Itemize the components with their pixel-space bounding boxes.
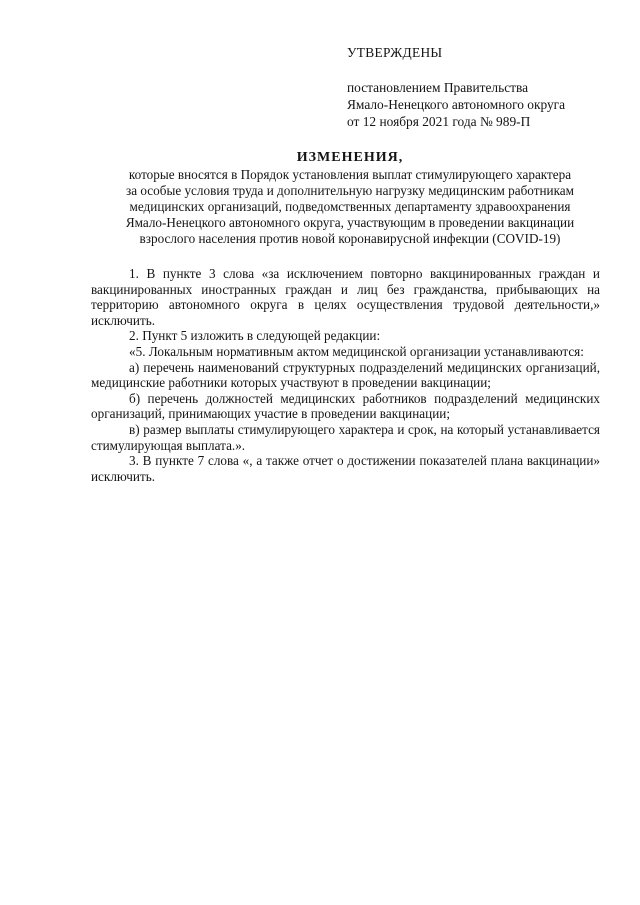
heading-line: взрослого населения против новой коронавирусной инфекции (COVID-19) — [139, 231, 561, 246]
paragraph-subitem-c: в) размер выплаты стимулирующего характера и срок, на который устанавливается стимулирующая выплата.». — [91, 421, 600, 453]
heading-line: которые вносятся в Порядок установления выплат стимулирующего характера — [128, 167, 572, 182]
paragraph-item-1: 1. В пункте 3 слова «за исключением повторно вакцинированных граждан и вакцинированных иностранных граждан и лиц без гражданства, прибывающих на территорию автономного округа в целях осуществления трудовой деятельности,» исключить. — [91, 266, 600, 328]
approval-line-date: от 12 ноября 2021 года № 989-П — [347, 114, 531, 129]
approval-block — [347, 44, 617, 130]
document-body — [91, 266, 600, 484]
document-title: ИЗМЕНЕНИЯ, — [296, 150, 404, 165]
paragraph-subitem-a: а) перечень наименований структурных подразделений медицинских организаций, медицинские работники которых участвуют в проведении вакцинации; — [91, 359, 600, 391]
paragraph-item-2: 2. Пункт 5 изложить в следующей редакции: — [129, 328, 381, 344]
approval-heading: УТВЕРЖДЕНЫ — [347, 45, 443, 60]
approval-line-decree: постановлением Правительства — [347, 80, 529, 95]
paragraph-subitem-b: б) перечень должностей медицинских работников подразделений медицинских организаций, принимающих участие в проведении вакцинации; — [91, 390, 600, 422]
heading-line: за особые условия труда и дополнительную нагрузку медицинским работникам — [126, 183, 574, 198]
paragraph-item-5-quote: «5. Локальным нормативным актом медицинской организации устанавливаются: — [129, 343, 584, 359]
heading-line: медицинских организаций, подведомственных департаменту здравоохранения — [129, 199, 571, 214]
heading-line: Ямало-Ненецкого автономного округа, участвующим в проведении вакцинации — [125, 215, 575, 230]
paragraph-item-3: 3. В пункте 7 слова «, а также отчет о достижении показателей плана вакцинации» исключить. — [91, 453, 600, 484]
approval-line-region: Ямало-Ненецкого автономного округа — [347, 97, 566, 112]
document-heading — [80, 149, 620, 247]
